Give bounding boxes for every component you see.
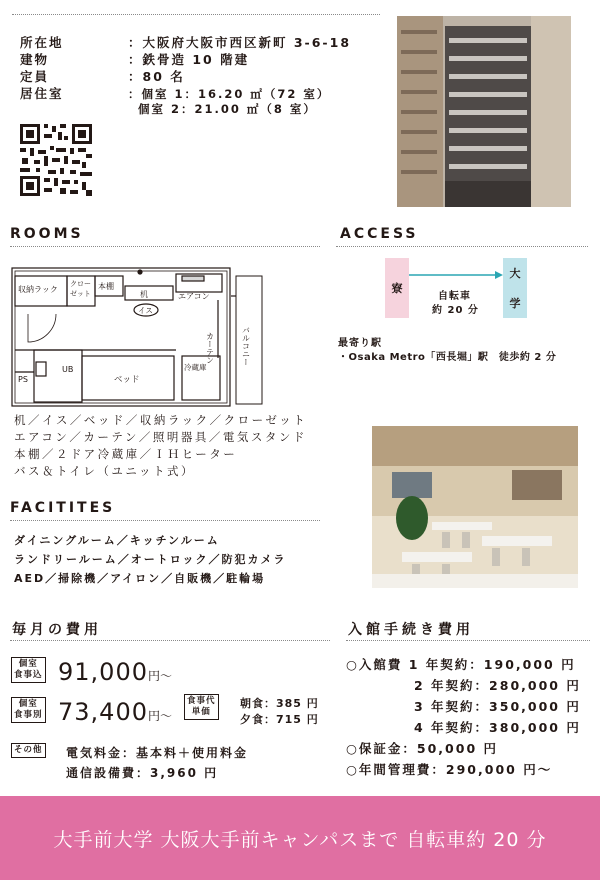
- plan-balcony-label: バルコニー: [241, 326, 251, 366]
- breakfast-price: 朝食：385 円: [240, 697, 319, 710]
- access-to-box: 大 学: [503, 258, 527, 318]
- access-from-box: 寮: [385, 258, 409, 318]
- plan-closet-label2: ゼット: [70, 290, 91, 298]
- facilities-heading: FACITITES: [10, 500, 116, 516]
- entry-heading: 入館手続き費用: [348, 622, 474, 638]
- floor-plan: [10, 266, 272, 408]
- equipment-line: エアコン／カーテン／照明器具／電気スタンド: [14, 430, 307, 444]
- station-info: ・Osaka Metro「西長堀」駅 徒歩約 2 分: [338, 352, 557, 363]
- plan-fridge-label: 冷蔵庫: [184, 363, 207, 372]
- facilities-line: ランドリールーム／オートロック／防犯カメラ: [14, 553, 287, 566]
- dining-room-illustration: [372, 426, 578, 588]
- plan-desk-label: 机: [140, 290, 148, 299]
- entry-row: 3 年契約：350,000 円: [414, 699, 581, 714]
- info-row-building: 建物 ：鉄骨造 10 階建: [20, 52, 250, 67]
- building-illustration: [397, 16, 571, 207]
- entry-row: ○入館費 1 年契約：190,000 円: [346, 657, 576, 672]
- entry-row: ○保証金：50,000 円: [346, 741, 498, 756]
- facilities-line: ダイニングルーム／キッチンルーム: [14, 534, 220, 547]
- equipment-list: [14, 412, 307, 480]
- plan-curtain-label: カーテン: [205, 332, 215, 364]
- plan2-label: 個室 食事別: [11, 697, 46, 723]
- access-time: 約 20 分: [432, 305, 479, 316]
- equipment-line: バス＆トイレ（ユニット式）: [14, 464, 195, 478]
- entry-divider: [346, 640, 590, 641]
- plan-bed-label: ベッド: [114, 375, 140, 385]
- top-divider: [12, 14, 380, 15]
- facilities-list: [14, 532, 287, 589]
- dinner-price: 夕食：715 円: [240, 713, 319, 726]
- monthly-divider: [10, 640, 330, 641]
- plan1-price: 91,000円～: [58, 658, 172, 686]
- access-heading: ACCESS: [340, 226, 419, 242]
- meal-price-label: 食事代 単価: [184, 694, 219, 720]
- entry-row: 2 年契約：280,000 円: [414, 678, 581, 693]
- plan-chair-label: イス: [138, 306, 153, 315]
- equipment-line: 机／イス／ベッド／収納ラック／クローゼット: [14, 413, 308, 427]
- info-row-room2: 個室 2：21.00 ㎡（8 室）: [138, 102, 317, 116]
- other-electricity: 電気料金：基本料＋使用料金: [66, 746, 249, 760]
- entry-row: ○年間管理費：290,000 円～: [346, 762, 553, 777]
- building-photo: [397, 16, 571, 207]
- equipment-line: 本棚／２ドア冷蔵庫／ＩＨヒーター: [14, 447, 238, 461]
- plan-closet-label: クロー: [70, 280, 91, 288]
- entry-row: 4 年契約：380,000 円: [414, 720, 581, 735]
- other-network: 通信設備費：3,960 円: [66, 766, 219, 780]
- plan-rack-label: 収納ラック: [18, 285, 58, 294]
- facilities-divider: [10, 520, 320, 521]
- info-row-room: 居住室 ：個室 1：16.20 ㎡（72 室）: [20, 86, 331, 101]
- plan1-label: 個室 食事込: [11, 657, 46, 683]
- plan-shelf-label: 本棚: [98, 282, 114, 291]
- qr-code: [20, 124, 92, 196]
- access-mode: 自転車: [438, 291, 471, 302]
- monthly-heading: 毎月の費用: [12, 622, 102, 638]
- station-title: 最寄り駅: [338, 338, 382, 349]
- facilities-line: AED／掃除機／アイロン／自販機／駐輪場: [14, 572, 266, 585]
- rooms-divider: [10, 246, 320, 247]
- plan-ps-label: PS: [18, 375, 28, 384]
- other-label: その他: [11, 743, 46, 758]
- dining-room-photo: [372, 426, 578, 588]
- info-row-capacity: 定員 ：80 名: [20, 69, 185, 84]
- footer-banner: [0, 796, 600, 880]
- plan-aircon-label: エアコン: [178, 292, 210, 301]
- rooms-heading: ROOMS: [10, 226, 84, 242]
- access-divider: [336, 246, 588, 247]
- info-row-address: 所在地 ：大阪府大阪市西区新町 3-6-18: [20, 35, 352, 50]
- plan-ub-label: UB: [62, 365, 74, 374]
- footer-text: 大手前大学 大阪大手前キャンパスまで 自転車約 20 分: [53, 828, 547, 851]
- plan2-price: 73,400円～: [58, 698, 172, 726]
- arrow-icon: [409, 270, 503, 280]
